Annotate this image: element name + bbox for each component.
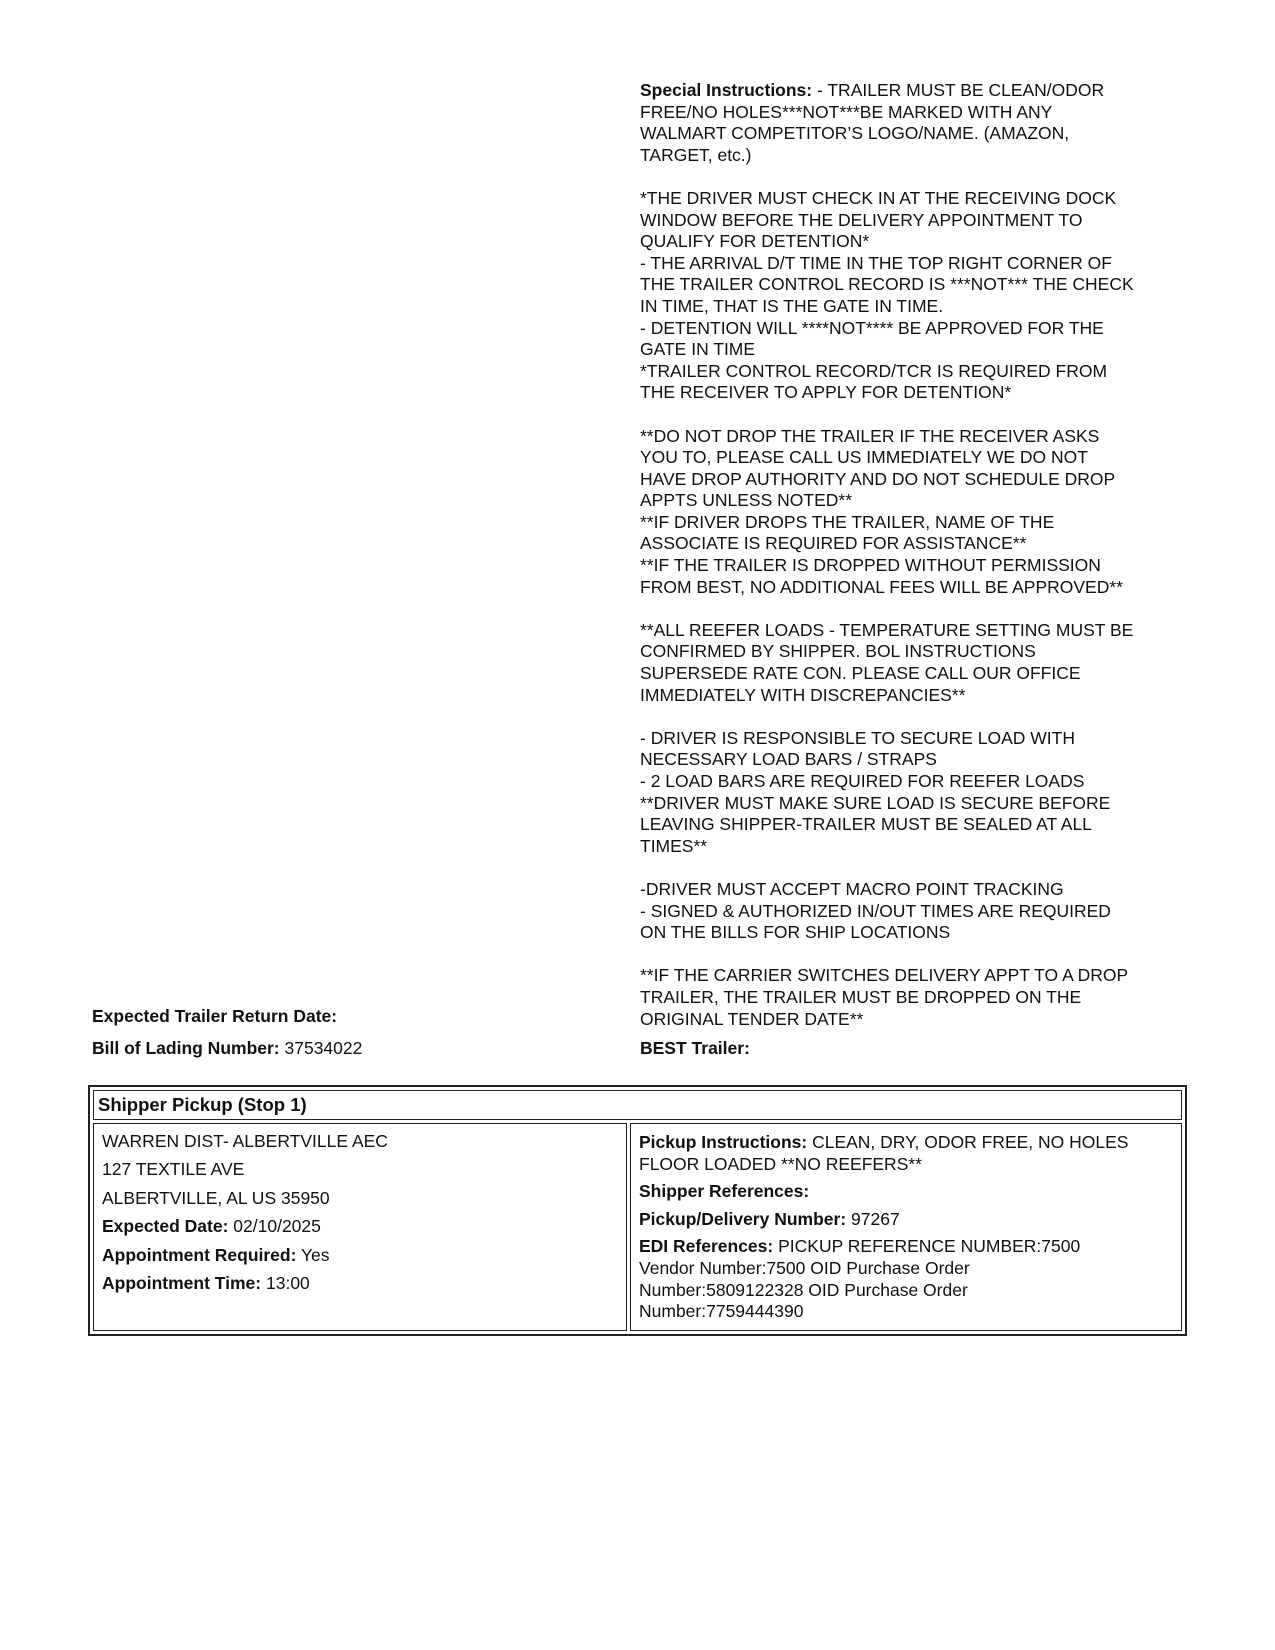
stop-address-cell — [93, 1123, 627, 1331]
edi-references-value: Vendor Number:7500 OID Purchase Order — [639, 1257, 970, 1278]
instruction-line: QUALIFY FOR DETENTION* — [640, 231, 870, 252]
expected-date-value: 02/10/2025 — [228, 1216, 321, 1237]
instruction-line: CONFIRMED BY SHIPPER. BOL INSTRUCTIONS — [640, 641, 1036, 662]
edi-references — [639, 1236, 1181, 1322]
pickup-instructions-label: Pickup Instructions: — [639, 1132, 808, 1152]
expected-date-label: Expected Date: — [102, 1216, 229, 1237]
expected-trailer-return-date — [92, 1006, 337, 1028]
special-instructions-line: WALMART COMPETITOR’S LOGO/NAME. (AMAZON, — [640, 123, 1070, 144]
instruction-line: ON THE BILLS FOR SHIP LOCATIONS — [640, 922, 951, 943]
instruction-line: **IF THE CARRIER SWITCHES DELIVERY APPT TO A DROP — [640, 965, 1129, 986]
instruction-line: **DO NOT DROP THE TRAILER IF THE RECEIVER ASKS — [640, 425, 1100, 446]
instruction-line: LEAVING SHIPPER-TRAILER MUST BE SEALED AT ALL — [640, 814, 1092, 835]
instruction-line: **ALL REEFER LOADS - TEMPERATURE SETTING MUST BE — [640, 619, 1134, 640]
instruction-line: YOU TO, PLEASE CALL US IMMEDIATELY WE DO NOT — [640, 447, 1088, 468]
instruction-line: IN TIME, THAT IS THE GATE IN TIME. — [640, 295, 944, 316]
instruction-line: THE RECEIVER TO APPLY FOR DETENTION* — [640, 382, 1012, 403]
pickup-delivery-number — [639, 1209, 1181, 1231]
special-instructions-label: Special Instructions: — [640, 80, 813, 100]
instruction-line: - THE ARRIVAL D/T TIME IN THE TOP RIGHT CORNER OF — [640, 252, 1112, 273]
address-line-1: 127 TEXTILE AVE — [102, 1159, 245, 1180]
appointment-time-value: 13:00 — [261, 1272, 310, 1293]
appointment-time — [102, 1273, 626, 1301]
appointment-required-label: Appointment Required: — [102, 1244, 297, 1265]
drop-appt-paragraph — [640, 965, 1180, 1030]
instruction-line: APPTS UNLESS NOTED** — [640, 490, 852, 511]
instruction-line: - DETENTION WILL ****NOT**** BE APPROVED FOR THE — [640, 317, 1104, 338]
special-instructions-line: Special Instructions: - TRAILER MUST BE CLEAN/ODOR — [640, 80, 1105, 100]
instruction-line: FROM BEST, NO ADDITIONAL FEES WILL BE APPROVED** — [640, 576, 1123, 597]
special-instructions — [640, 80, 1180, 1030]
special-instructions-line: TARGET, etc.) — [640, 144, 752, 165]
instruction-line: TRAILER, THE TRAILER MUST BE DROPPED ON THE — [640, 986, 1082, 1007]
instruction-line: - 2 LOAD BARS ARE REQUIRED FOR REEFER LOADS — [640, 771, 1085, 791]
instruction-line: **DRIVER MUST MAKE SURE LOAD IS SECURE BEFORE — [640, 792, 1111, 813]
pickup-delivery-number-value: 97267 — [846, 1208, 900, 1229]
instruction-line: *TRAILER CONTROL RECORD/TCR IS REQUIRED FROM — [640, 360, 1108, 381]
pickup-instructions-value: FLOOR LOADED **NO REEFERS** — [639, 1153, 922, 1174]
instruction-line: NECESSARY LOAD BARS / STRAPS — [640, 749, 937, 770]
stop-header: Shipper Pickup (Stop 1) — [93, 1090, 1182, 1120]
instruction-line: - DRIVER IS RESPONSIBLE TO SECURE LOAD WITH — [640, 727, 1075, 748]
instruction-line: HAVE DROP AUTHORITY AND DO NOT SCHEDULE DROP — [640, 468, 1116, 489]
tracking-paragraph — [640, 879, 1180, 944]
best-trailer — [640, 1038, 750, 1060]
edi-references-value: PICKUP REFERENCE NUMBER:7500 — [773, 1236, 1081, 1257]
bill-of-lading-value: 37534022 — [279, 1038, 363, 1058]
special-instructions-line: FREE/NO HOLES***NOT***BE MARKED WITH ANY — [640, 101, 1053, 122]
shipper-references — [639, 1181, 1181, 1203]
instruction-line: - SIGNED & AUTHORIZED IN/OUT TIMES ARE REQUIRED — [640, 900, 1111, 921]
instruction-line: **IF THE TRAILER IS DROPPED WITHOUT PERMISSION — [640, 555, 1101, 576]
instruction-line: WINDOW BEFORE THE DELIVERY APPOINTMENT TO — [640, 209, 1083, 230]
pickup-delivery-number-label: Pickup/Delivery Number: — [639, 1208, 847, 1229]
instruction-line: THE TRAILER CONTROL RECORD IS ***NOT*** THE CHECK — [640, 274, 1134, 295]
instruction-line: *THE DRIVER MUST CHECK IN AT THE RECEIVING DOCK — [640, 187, 1117, 208]
shipper-pickup-table — [88, 1085, 1187, 1336]
instruction-line: -DRIVER MUST ACCEPT MACRO POINT TRACKING — [640, 878, 1064, 899]
instruction-line: ORIGINAL TENDER DATE** — [640, 1008, 864, 1029]
drop-trailer-paragraph — [640, 426, 1180, 599]
load-security-paragraph — [640, 728, 1180, 858]
pickup-instructions — [639, 1132, 1181, 1175]
instruction-line: IMMEDIATELY WITH DISCREPANCIES** — [640, 684, 966, 705]
reefer-paragraph — [640, 620, 1180, 706]
expected-date — [102, 1216, 626, 1244]
instruction-line: SUPERSEDE RATE CON. PLEASE CALL OUR OFFICE — [640, 663, 1081, 684]
expected-trailer-return-label: Expected Trailer Return Date: — [92, 1006, 338, 1026]
shipper-name: WARREN DIST- ALBERTVILLE AEC — [102, 1131, 388, 1151]
best-trailer-label: BEST Trailer: — [640, 1038, 750, 1058]
appointment-time-label: Appointment Time: — [102, 1272, 262, 1293]
shipper-references-label: Shipper References: — [639, 1181, 810, 1202]
bill-of-lading-number — [92, 1038, 362, 1060]
instruction-line: TIMES** — [640, 835, 708, 856]
instruction-line: ASSOCIATE IS REQUIRED FOR ASSISTANCE** — [640, 533, 1027, 554]
edi-references-label: EDI References: — [639, 1236, 774, 1257]
edi-references-value: Number:5809122328 OID Purchase Order — [639, 1279, 968, 1300]
instruction-line: GATE IN TIME — [640, 339, 756, 360]
edi-references-value: Number:7759444390 — [639, 1301, 804, 1322]
bill-of-lading-label: Bill of Lading Number: — [92, 1038, 280, 1058]
special-instructions-intro — [640, 80, 1180, 166]
appointment-required-value: Yes — [296, 1244, 330, 1265]
stop-details-cell — [630, 1123, 1182, 1331]
instruction-line: **IF DRIVER DROPS THE TRAILER, NAME OF THE — [640, 511, 1055, 532]
address-line-2: ALBERTVILLE, AL US 35950 — [102, 1187, 330, 1208]
detention-paragraph — [640, 188, 1180, 404]
appointment-required — [102, 1245, 626, 1273]
pickup-instructions-value: CLEAN, DRY, ODOR FREE, NO HOLES — [807, 1132, 1129, 1152]
